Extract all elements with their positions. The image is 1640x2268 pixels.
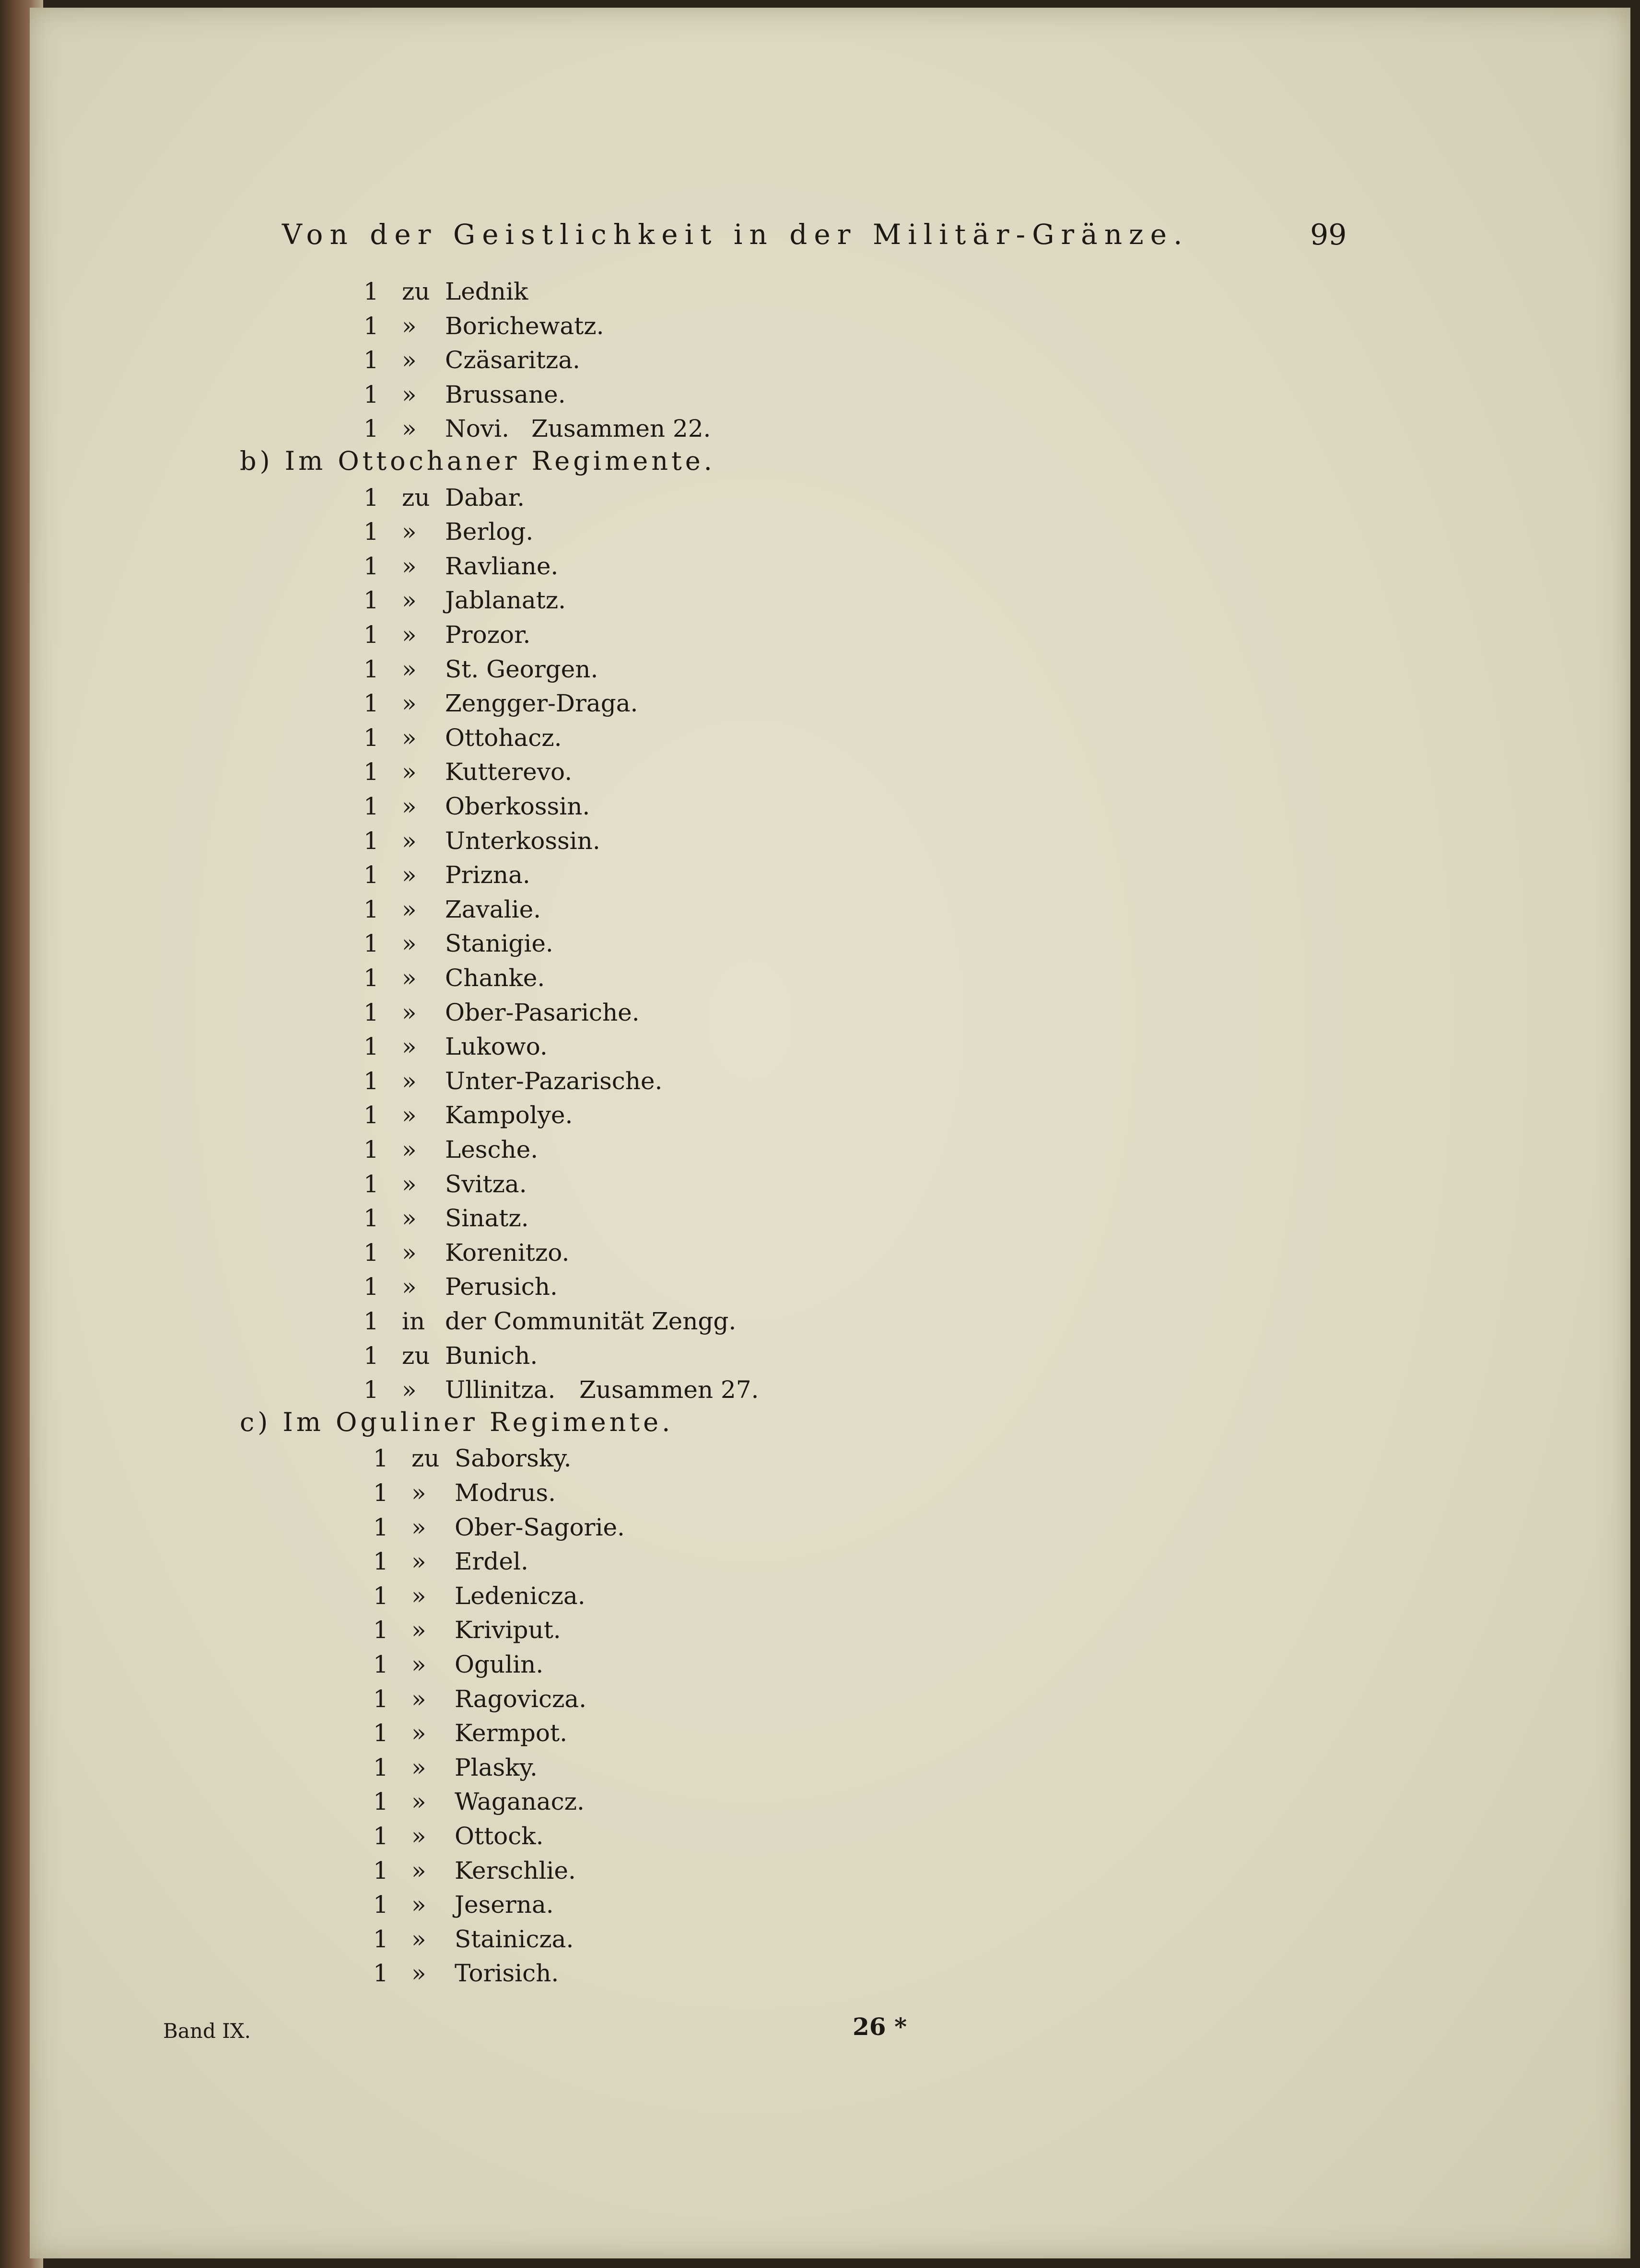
entry-place: Kutterevo. — [445, 758, 573, 786]
entry-count: 1 — [363, 1273, 379, 1301]
entry-preposition: » — [402, 415, 417, 443]
entry-place: Brussane. — [445, 380, 566, 408]
entry-count: 1 — [363, 346, 379, 374]
entry-place: Saborsky. — [455, 1444, 572, 1473]
entry-preposition: » — [402, 964, 417, 992]
entry-place: Zengger-Draga. — [445, 689, 638, 718]
entry-preposition: zu — [411, 1444, 440, 1473]
entry-place: Perusich. — [445, 1273, 558, 1301]
entry-place: Stainicza. — [455, 1925, 574, 1953]
entry-preposition: » — [411, 1891, 426, 1919]
entry-place: Modrus. — [455, 1479, 556, 1507]
entry-preposition: » — [402, 518, 417, 546]
entry-place: Plasky. — [455, 1753, 538, 1781]
entry-place: Lukowo. — [445, 1033, 548, 1061]
entry-preposition: » — [402, 723, 417, 752]
entry-place: Ledenicza. — [455, 1582, 586, 1610]
entry-count: 1 — [363, 518, 379, 546]
entry-preposition: » — [411, 1651, 426, 1678]
entry-count: 1 — [363, 1238, 379, 1267]
entry-place: Ottohacz. — [445, 723, 562, 752]
entry-place: St. Georgen. — [445, 655, 598, 683]
entry-place: Unterkossin. — [445, 826, 600, 855]
section-total: Zusammen 22. — [531, 415, 711, 443]
entry-count: 1 — [373, 1513, 388, 1541]
entry-count: 1 — [373, 1856, 388, 1884]
entry-place: Dabar. — [445, 483, 525, 512]
entry-place: Kermpot. — [455, 1719, 568, 1747]
entry-place: Lesche. — [445, 1136, 539, 1163]
entry-place: Novi. — [445, 415, 509, 443]
entry-preposition: » — [402, 586, 417, 615]
volume-label: Band IX. — [163, 2019, 251, 2043]
entry-count: 1 — [363, 1170, 379, 1198]
section-total: Zusammen 27. — [579, 1376, 759, 1404]
entry-preposition: » — [402, 1170, 417, 1198]
page-number: 99 — [1310, 218, 1347, 252]
entry-count: 1 — [373, 1719, 388, 1747]
entry-preposition: » — [402, 1376, 417, 1404]
entry-count: 1 — [363, 621, 379, 649]
entry-place: Zavalie. — [445, 895, 541, 923]
entry-count: 1 — [373, 1444, 388, 1473]
entry-place: Kampolye. — [445, 1101, 573, 1129]
entry-place: Ravliane. — [445, 552, 559, 580]
entry-count: 1 — [363, 278, 379, 305]
entry-place: Lednik — [445, 278, 528, 305]
entry-preposition: » — [411, 1925, 426, 1953]
entry-place: Bunich. — [445, 1341, 538, 1370]
entry-preposition: » — [402, 346, 417, 374]
entry-place: Torisich. — [455, 1959, 559, 1988]
entry-count: 1 — [363, 930, 379, 958]
printer-signature: 26 * — [853, 2012, 907, 2041]
entry-preposition: » — [402, 826, 417, 855]
entry-place: Korenitzo. — [445, 1238, 570, 1267]
entry-count: 1 — [363, 1376, 379, 1404]
entry-preposition: » — [402, 998, 417, 1026]
entry-place: Prozor. — [445, 621, 531, 649]
entry-place: Ober-Pasariche. — [445, 998, 640, 1026]
entry-preposition: » — [402, 895, 417, 923]
entry-count: 1 — [363, 1341, 379, 1370]
entry-preposition: » — [402, 1067, 417, 1095]
entry-count: 1 — [373, 1685, 388, 1713]
entry-count: 1 — [373, 1582, 388, 1610]
section-heading: c) Im Oguliner Regimente. — [240, 1407, 674, 1437]
entry-preposition: zu — [402, 278, 430, 305]
entry-preposition: in — [402, 1307, 425, 1335]
entry-count: 1 — [363, 415, 379, 443]
entry-count: 1 — [373, 1959, 388, 1988]
entry-count: 1 — [373, 1822, 388, 1850]
entry-count: 1 — [363, 792, 379, 820]
entry-place: Czäsaritza. — [445, 346, 580, 374]
entry-count: 1 — [373, 1479, 388, 1507]
entry-count: 1 — [363, 1067, 379, 1095]
entry-preposition: » — [402, 1204, 417, 1233]
entry-count: 1 — [363, 483, 379, 512]
entry-place: Jablanatz. — [445, 586, 566, 615]
entry-place: Stanigie. — [445, 930, 553, 958]
running-title: Von der Geistlichkeit in der Militär-Gränze. — [282, 218, 1189, 251]
entry-place: Unter-Pazarische. — [445, 1067, 663, 1095]
entry-count: 1 — [363, 861, 379, 889]
entry-place: Jeserna. — [455, 1891, 554, 1919]
entry-place: Ober-Sagorie. — [455, 1513, 625, 1541]
entry-preposition: zu — [402, 1341, 430, 1370]
entry-count: 1 — [363, 380, 379, 408]
entry-preposition: » — [402, 1033, 417, 1061]
entry-count: 1 — [373, 1891, 388, 1919]
entry-preposition: » — [411, 1822, 426, 1850]
entry-preposition: » — [402, 312, 417, 340]
entry-count: 1 — [363, 689, 379, 718]
entry-count: 1 — [363, 1101, 379, 1129]
entry-count: 1 — [363, 655, 379, 683]
entry-preposition: » — [411, 1479, 426, 1507]
entry-preposition: » — [411, 1719, 426, 1747]
entry-place: Ottock. — [455, 1822, 544, 1850]
section-heading: b) Im Ottochaner Regimente. — [240, 446, 715, 476]
entry-count: 1 — [363, 312, 379, 340]
entry-count: 1 — [363, 1204, 379, 1233]
entry-place: Ogulin. — [455, 1651, 544, 1678]
entry-preposition: » — [402, 861, 417, 889]
entry-count: 1 — [363, 895, 379, 923]
entry-place: Svitza. — [445, 1170, 527, 1198]
entry-preposition: » — [411, 1753, 426, 1781]
entry-count: 1 — [373, 1616, 388, 1644]
entry-count: 1 — [363, 552, 379, 580]
entry-place: Chanke. — [445, 964, 545, 992]
entry-count: 1 — [363, 1033, 379, 1061]
entry-preposition: » — [411, 1616, 426, 1644]
entry-place: Borichewatz. — [445, 312, 604, 340]
entry-preposition: » — [402, 1238, 417, 1267]
entry-preposition: » — [402, 380, 417, 408]
book-page — [30, 8, 1630, 2258]
entry-count: 1 — [363, 1136, 379, 1163]
entry-place: Berlog. — [445, 518, 534, 546]
entry-preposition: » — [402, 930, 417, 958]
entry-preposition: » — [402, 1101, 417, 1129]
entry-count: 1 — [373, 1547, 388, 1576]
entry-preposition: » — [411, 1582, 426, 1610]
entry-count: 1 — [373, 1651, 388, 1678]
entry-place: Kriviput. — [455, 1616, 561, 1644]
entry-place: Kerschlie. — [455, 1856, 576, 1884]
entry-count: 1 — [373, 1925, 388, 1953]
entry-count: 1 — [363, 964, 379, 992]
entry-preposition: » — [411, 1788, 426, 1816]
entry-preposition: » — [411, 1513, 426, 1541]
entry-place: Oberkossin. — [445, 792, 590, 820]
entry-preposition: » — [402, 758, 417, 786]
entry-preposition: » — [402, 689, 417, 718]
entry-preposition: » — [402, 792, 417, 820]
entry-count: 1 — [363, 723, 379, 752]
entry-preposition: » — [411, 1547, 426, 1576]
entry-preposition: » — [411, 1856, 426, 1884]
entry-count: 1 — [363, 1307, 379, 1335]
entry-preposition: » — [402, 1273, 417, 1301]
entry-count: 1 — [373, 1753, 388, 1781]
entry-preposition: » — [411, 1685, 426, 1713]
entry-preposition: » — [411, 1959, 426, 1988]
entry-place: Ullinitza. — [445, 1376, 556, 1404]
entry-count: 1 — [363, 998, 379, 1026]
entry-place: Waganacz. — [455, 1788, 585, 1816]
entry-preposition: » — [402, 655, 417, 683]
entry-place: Sinatz. — [445, 1204, 529, 1233]
entry-preposition: » — [402, 1136, 417, 1163]
entry-count: 1 — [363, 758, 379, 786]
entry-place: Prizna. — [445, 861, 530, 889]
entry-place: der Communität Zengg. — [445, 1307, 737, 1335]
entry-place: Erdel. — [455, 1547, 528, 1576]
entry-preposition: » — [402, 621, 417, 649]
entry-place: Ragovicza. — [455, 1685, 586, 1713]
entry-preposition: » — [402, 552, 417, 580]
entry-count: 1 — [373, 1788, 388, 1816]
entry-count: 1 — [363, 826, 379, 855]
entry-preposition: zu — [402, 483, 430, 512]
entry-count: 1 — [363, 586, 379, 615]
